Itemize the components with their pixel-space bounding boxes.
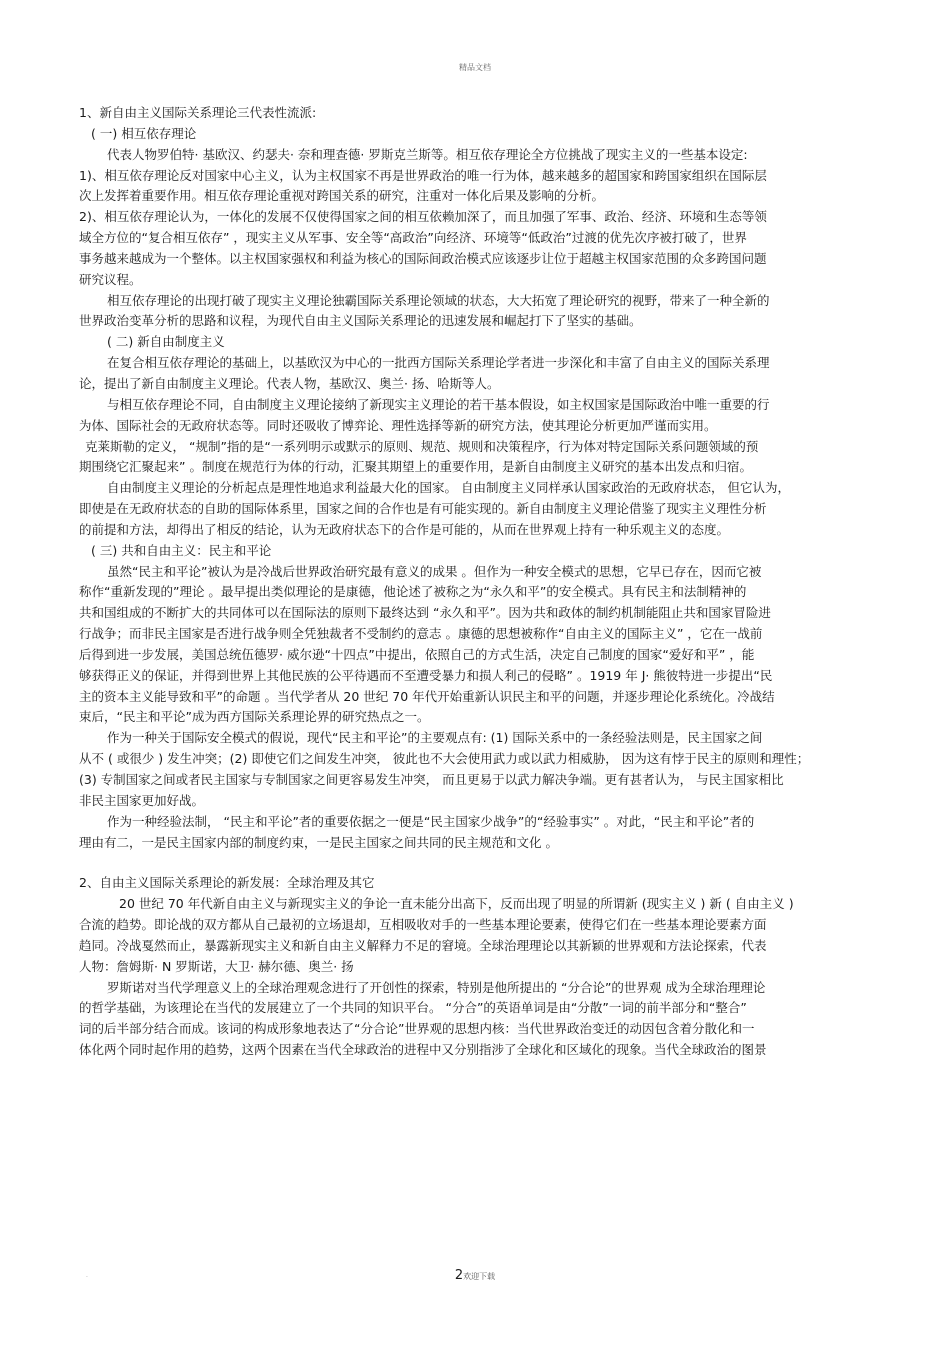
text-line: 作为一种关于国际安全模式的假说，现代“民主和平论”的主要观点有: (1) 国际关系中的一条经验法则是，民主国家之间 — [107, 730, 763, 746]
text-line: 共和国组成的不断扩大的共同体可以在国际法的原则下最终达到 “永久和平”。因为共和政体的制约机制能阻止共和国家冒险进 — [79, 605, 771, 621]
text-line: 虽然“民主和平论”被认为是冷战后世界政治研究最有意义的成果 。但作为一种安全模式的思想，它早已存在，因而它被 — [107, 563, 762, 579]
text-line: 后得到进一步发展，美国总统伍德罗· 威尔逊“十四点”中提出，依照自己的方式生活，决定自己制度的国家“爱好和平” ，能 — [79, 646, 755, 662]
text-line: 理由有二，一是民主国家内部的制度约束，一是民主国家之间共同的民主规范和文化 。 — [79, 834, 558, 850]
text-line: 称作“重新发现的”理论 。最早提出类似理论的是康德，他论述了被称之为“永久和平”的安全模式。具有民主和法制精神的 — [79, 584, 747, 600]
text-line: 与相互依存理论不同，自由制度主义理论接纳了新现实主义理论的若干基本假设，如主权国家是国际政治中唯一重要的行 — [107, 396, 770, 412]
text-line: ( 二) 新自由制度主义 — [107, 334, 225, 350]
document-body — [79, 103, 879, 1061]
text-line: 从不 ( 或很少 ) 发生冲突；(2) 即使它们之间发生冲突， 彼此也不大会使用武力或以武力相威胁， 因为这有悖于民主的原则和理性； — [79, 751, 810, 767]
text-line: 非民主国家更加好战。 — [79, 792, 205, 808]
text-line: 束后，“民主和平论”成为西方国际关系理论界的研究热点之一。 — [79, 709, 430, 725]
text-line: 在复合相互依存理论的基础上，以基欧汉为中心的一批西方国际关系理论学者进一步深化和丰富了自由主义的国际关系理 — [107, 355, 770, 371]
text-line: 词的后半部分结合而成。该词的构成形象地表达了“分合论”世界观的思想内核：当代世界政治变迁的动因包含着分散化和一 — [79, 1021, 755, 1037]
text-line: 20 世纪 70 年代新自由主义与新现实主义的争论一直未能分出高下，反而出现了明显的所谓新 (现实主义 ) 新 ( 自由主义 ) — [119, 896, 794, 912]
text-line: ( 一) 相互依存理论 — [91, 125, 197, 141]
text-line: 相互依存理论的出现打破了现实主义理论独霸国际关系理论领域的状态，大大拓宽了理论研究的视野，带来了一种全新的 — [107, 292, 770, 308]
text-line: 作为一种经验法制， “民主和平论”者的重要依据之一便是“民主国家少战争”的“经验事实” 。对此，“民主和平论”者的 — [107, 813, 755, 829]
text-line: 为体、国际社会的无政府状态等。同时还吸收了博弈论、理性选择等新的研究方法，使其理论分析更加严谨而实用。 — [79, 417, 717, 433]
text-line: 期围绕它汇聚起来” 。制度在规范行为体的行动，汇聚其期望上的重要作用，是新自由制度主义研究的基本出发点和归宿。 — [79, 459, 752, 475]
text-line: 2)、相互依存理论认为，一体化的发展不仅使得国家之间的相互依赖加深了，而且加强了军事、政治、经济、环境和生态等领 — [79, 209, 767, 225]
footer-label: 欢迎下载 — [463, 1272, 496, 1281]
text-line: 次上发挥着重要作用。相互依存理论重视对跨国关系的研究，注重对一体化后果及影响的分析。 — [79, 188, 605, 204]
text-line: 世界政治变革分析的思路和议程，为现代自由主义国际关系理论的迅速发展和崛起打下了坚实的基础。 — [79, 313, 642, 329]
text-line: 自由制度主义理论的分析起点是理性地追求利益最大化的国家。 自由制度主义同样承认国家政治的无政府状态， 但它认为， — [107, 480, 790, 496]
text-line: 罗斯诺对当代学理意义上的全球治理观念进行了开创性的探索，特别是他所提出的 “分合论”的世界观 成为全球治理理论 — [107, 979, 766, 995]
text-line: 人物：詹姆斯· N 罗斯诺，大卫· 赫尔德、奥兰· 扬 — [79, 958, 354, 974]
text-line: 行战争；而非民主国家是否进行战争则全凭独裁者不受制约的意志 。康德的思想被称作“自由主义的国际主义” ，它在一战前 — [79, 626, 763, 642]
text-line: 的前提和方法，却得出了相反的结论，认为无政府状态下的合作是可能的，从而在世界观上持有一种乐观主义的态度。 — [79, 521, 730, 537]
text-line: 1)、相互依存理论反对国家中心主义，认为主权国家不再是世界政治的唯一行为体，越来越多的超国家和跨国家组织在国际层 — [79, 167, 767, 183]
text-line: 克莱斯勒的定义， “规制”指的是“一系列明示或默示的原则、规范、规则和决策程序，行为体对特定国际关系问题领域的预 — [85, 438, 759, 454]
text-line: 论，提出了新自由制度主义理论。代表人物，基欧汉、奥兰· 扬、哈斯等人。 — [79, 375, 500, 391]
page-number: 2 — [454, 1268, 464, 1283]
text-line: 2、自由主义国际关系理论的新发展：全球治理及其它 — [79, 875, 375, 891]
text-line: 事务越来越成为一个整体。以主权国家强权和利益为核心的国际间政治模式应该逐步让位于超越主权国家范围的众多跨国问题 — [79, 250, 767, 266]
text-line: (3) 专制国家之间或者民主国家与专制国家之间更容易发生冲突， 而且更易于以武力解决争端。更有甚者认为， 与民主国家相比 — [79, 772, 784, 787]
text-line: 合流的趋势。即论战的双方都从自己最初的立场退却，互相吸收对手的一些基本理论要素，使得它们在一些基本理论要素方面 — [79, 917, 767, 933]
text-line: 主的资本主义能导致和平”的命题 。当代学者从 20 世纪 70 年代开始重新认识民主和平的问题，并逐步理论化系统化。冷战结 — [79, 688, 775, 704]
text-line: 的哲学基础，为该理论在当代的发展建立了一个共同的知识平台。 “分合”的英语单词是由“分散”一词的前半部分和“整合” — [79, 1000, 747, 1016]
text-line: 代表人物罗伯特· 基欧汉、约瑟夫· 奈和理查德· 罗斯克兰斯等。相互依存理论全方位挑战了现实主义的一些基本设定: — [107, 146, 748, 162]
text-line: 趋同。冷战戛然而止，暴露新现实主义和新自由主义解释力不足的窘境。全球治理理论以其新颖的世界观和方法论探索，代表 — [79, 937, 767, 953]
blank-line — [79, 853, 879, 873]
footer-dot: . — [86, 1272, 88, 1279]
page-footer — [0, 1268, 950, 1283]
text-line: 1、新自由主义国际关系理论三代表性流派: — [79, 105, 317, 120]
text-line: 够获得正义的保证，并得到世界上其他民族的公平待遇而不至遭受暴力和损人利己的侵略” 。1919 年 J· 熊彼特进一步提出“民 — [79, 667, 773, 683]
text-line: 研究议程。 — [79, 271, 142, 287]
text-line: 即使是在无政府状态的自助的国际体系里，国家之间的合作也是有可能实现的。新自由制度主义理论借鉴了现实主义理性分析 — [79, 501, 767, 517]
page-header: 精品文档 — [459, 63, 491, 72]
text-line: 体化两个同时起作用的趋势，这两个因素在当代全球政治的进程中又分别指涉了全球化和区域化的现象。当代全球政治的图景 — [79, 1042, 767, 1058]
text-line: ( 三) 共和自由主义：民主和平论 — [91, 542, 272, 558]
text-line: 域全方位的“复合相互依存” ，现实主义从军事、安全等“高政治”向经济、环境等“低政治”过渡的优先次序被打破了，世界 — [79, 230, 747, 246]
